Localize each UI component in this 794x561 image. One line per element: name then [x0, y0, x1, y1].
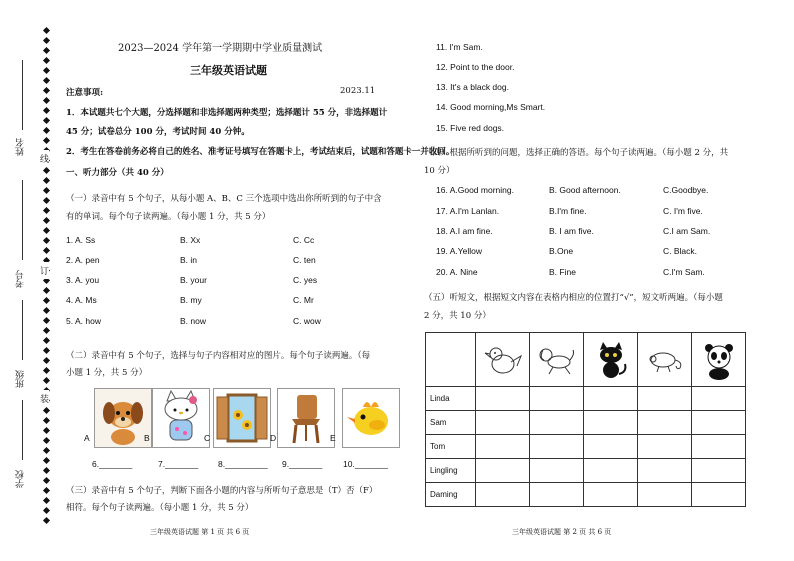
panda-icon [699, 340, 739, 380]
answer-cell[interactable] [530, 459, 584, 483]
row-name-lingling: Lingling [426, 459, 476, 483]
answer-blank-6[interactable]: 6._______ [92, 459, 133, 469]
picture-label-b: B [144, 433, 150, 443]
answer-cell[interactable] [530, 483, 584, 507]
chair-icon [278, 389, 334, 447]
answer-cell[interactable] [584, 483, 638, 507]
section-5-instruction-line-1: （五）听短文，根据短文内容在表格内相应的位置打“√”，短文听两遍。（每小题 [424, 293, 723, 303]
chair-picture [277, 388, 335, 448]
table-header-row [426, 333, 746, 387]
page-1-footer: 三年级英语试题 第 1 页 共 6 页 [150, 528, 250, 536]
bird-picture [342, 388, 400, 448]
answer-cell[interactable] [692, 387, 746, 411]
puppy-icon [95, 389, 151, 447]
animal-column-panda [692, 333, 746, 387]
answer-cell[interactable] [476, 483, 530, 507]
table-row [426, 387, 746, 411]
answer-table [425, 332, 746, 507]
answer-cell[interactable] [530, 387, 584, 411]
section-1-instruction-line-2: 有的单词。每个句子读两遍。（每小题 1 分，共 5 分） [66, 212, 271, 222]
answer-cell[interactable] [530, 411, 584, 435]
side-label-class: 班级 [16, 370, 26, 388]
animal-column-dog [530, 333, 584, 387]
q17-option-b[interactable]: B.I'm fine. [549, 206, 587, 216]
section-4-instruction-line-1: （四）根据所听到的问题，选择正确的答语。每个句子读两遍。（每小题 2 分，共 [424, 148, 729, 158]
q17-option-c[interactable]: C. I'm five. [663, 206, 703, 216]
row-name-daming: Daming [426, 483, 476, 507]
part-1-title: 一、听力部分（共 40 分） [66, 168, 169, 178]
bird-icon [483, 340, 523, 380]
picture-label-c: C [204, 433, 211, 443]
picture-label-e: E [330, 433, 336, 443]
q16-option-c[interactable]: C.Goodbye. [663, 185, 709, 195]
kitty-icon [153, 389, 209, 447]
table-corner-cell [426, 333, 476, 387]
q20-option-a[interactable]: 20. A. Nine [436, 267, 478, 277]
q18-option-b[interactable]: B. I am five. [549, 226, 594, 236]
answer-blank-9[interactable]: 9._______ [282, 459, 323, 469]
animal-column-bird [476, 333, 530, 387]
animal-column-cat [584, 333, 638, 387]
section-2-instruction-line-2: 小题 1 分，共 5 分） [66, 368, 148, 378]
notice-1-line-2: 45 分；试卷总分 100 分，考试时间 40 分钟。 [66, 127, 250, 137]
answer-cell[interactable] [692, 459, 746, 483]
picture-label-d: D [270, 433, 277, 443]
picture-label-a: A [84, 433, 90, 443]
q1-option-c[interactable]: C. Cc [293, 235, 315, 245]
q18-option-c[interactable]: C.I am Sam. [663, 226, 711, 236]
answer-cell[interactable] [476, 411, 530, 435]
answer-cell[interactable] [476, 459, 530, 483]
side-label-school: 学校 [16, 470, 26, 488]
table-row [426, 411, 746, 435]
answer-cell[interactable] [692, 435, 746, 459]
side-label-exam-number: 考号 [16, 270, 26, 288]
q18-option-a[interactable]: 18. A.I am fine. [436, 226, 493, 236]
answer-cell[interactable] [638, 411, 692, 435]
class-blank-line[interactable] [22, 300, 23, 360]
table-row [426, 435, 746, 459]
seal-char-pack: 装 [40, 390, 49, 407]
q3-option-c[interactable]: C. yes [293, 275, 318, 285]
section-3-instruction-line-2: 相符。每个句子读两遍。（每小题 1 分，共 5 分） [66, 503, 254, 513]
exam-number-blank-line[interactable] [22, 180, 23, 260]
answer-cell[interactable] [476, 387, 530, 411]
q4-option-a[interactable]: 4. A. Ms [66, 295, 97, 305]
answer-blank-8[interactable]: 8._________ [218, 459, 268, 469]
seal-char-line: 线 [40, 150, 49, 167]
answer-cell[interactable] [638, 387, 692, 411]
window-picture [213, 388, 271, 448]
animal-column-chameleon [638, 333, 692, 387]
q5-option-b[interactable]: B. now [180, 316, 206, 326]
answer-cell[interactable] [584, 411, 638, 435]
dog-icon [537, 340, 577, 380]
q16-option-b[interactable]: B. Good afternoon. [549, 185, 621, 195]
yellow-bird-icon [343, 389, 399, 447]
notice-1-line-1: 1．本试题共七个大题，分选择题和非选择题两种类型；选择题计 55 分，非选择题计 [66, 108, 388, 118]
q4-option-c[interactable]: C. Mr [293, 295, 314, 305]
q2-option-a[interactable]: 2. A. pen [66, 255, 100, 265]
exam-date: 2023.11 [340, 86, 376, 96]
hello-kitty-picture [152, 388, 210, 448]
section-4-instruction-line-2: 10 分） [424, 166, 455, 176]
q2-option-c[interactable]: C. ten [293, 255, 316, 265]
row-name-sam: Sam [426, 411, 476, 435]
q19-option-b[interactable]: B.One [549, 246, 574, 256]
q1-option-a[interactable]: 1. A. Ss [66, 235, 96, 245]
answer-cell[interactable] [476, 435, 530, 459]
school-blank-line[interactable] [22, 400, 23, 460]
answer-cell[interactable] [584, 387, 638, 411]
q12-text: 12. Point to the door. [436, 62, 515, 72]
q19-option-a[interactable]: 19. A.Yellow [436, 246, 482, 256]
section-2-instruction-line-1: （二）录音中有 5 个句子，选择与句子内容相对应的图片。每个句子读两遍。（每 [66, 351, 371, 361]
table-row [426, 459, 746, 483]
answer-blank-7[interactable]: 7._______ [158, 459, 199, 469]
q1-option-b[interactable]: B. Xx [180, 235, 201, 245]
q3-option-a[interactable]: 3. A. you [66, 275, 100, 285]
exam-subtitle: 三年级英语试题 [190, 64, 267, 77]
row-name-tom: Tom [426, 435, 476, 459]
answer-cell[interactable] [692, 483, 746, 507]
window-icon [214, 389, 270, 447]
answer-cell[interactable] [692, 411, 746, 435]
answer-cell[interactable] [638, 483, 692, 507]
answer-cell[interactable] [584, 459, 638, 483]
answer-cell[interactable] [530, 435, 584, 459]
q4-option-b[interactable]: B. my [180, 295, 202, 305]
q20-option-b[interactable]: B. Fine [549, 267, 576, 277]
notice-label: 注意事项: [66, 88, 104, 98]
side-label-name: 姓名 [16, 138, 26, 156]
q15-text: 15. Five red dogs. [436, 123, 505, 133]
q5-option-c[interactable]: C. wow [293, 316, 321, 326]
q2-option-b[interactable]: B. in [180, 255, 198, 265]
page-2-footer: 三年级英语试题 第 2 页 共 6 页 [512, 528, 612, 536]
table-row [426, 483, 746, 507]
section-1-instruction-line-1: （一）录音中有 5 个句子，从每小题 A、B、C 三个选项中选出你所听到的句子中含 [66, 194, 382, 204]
answer-cell[interactable] [638, 435, 692, 459]
cat-icon [591, 340, 631, 380]
name-blank-line[interactable] [22, 60, 23, 130]
q19-option-c[interactable]: C. Black. [663, 246, 698, 256]
answer-cell[interactable] [584, 435, 638, 459]
answer-blank-10[interactable]: 10._______ [343, 459, 388, 469]
q20-option-c[interactable]: C.I'm Sam. [663, 267, 705, 277]
q13-text: 13. It's a black dog. [436, 82, 509, 92]
section-5-instruction-line-2: 2 分，共 10 分） [424, 311, 491, 321]
answer-cell[interactable] [638, 459, 692, 483]
row-name-linda: Linda [426, 387, 476, 411]
q14-text: 14. Good morning,Ms Smart. [436, 102, 546, 112]
q17-option-a[interactable]: 17. A.I'm Lanlan. [436, 206, 500, 216]
exam-title: 2023—2024 学年第一学期期中学业质量测试 [118, 43, 323, 54]
q11-text: 11. I'm Sam. [436, 42, 483, 52]
chameleon-icon [645, 340, 685, 380]
q3-option-b[interactable]: B. your [180, 275, 207, 285]
q5-option-a[interactable]: 5. A. how [66, 316, 101, 326]
section-3-instruction-line-1: （三）录音中有 5 个句子，判断下面各小题的内容与所听句子意思是（T）否（F） [66, 486, 378, 496]
notice-2: 2．考生在答卷前务必将自己的姓名、准考证号填写在答题卡上，考试结束后，试题和答题卡一并收回。 [66, 147, 455, 157]
q16-option-a[interactable]: 16. A.Good morning. [436, 185, 514, 195]
seal-char-bind: 订 [40, 262, 49, 279]
